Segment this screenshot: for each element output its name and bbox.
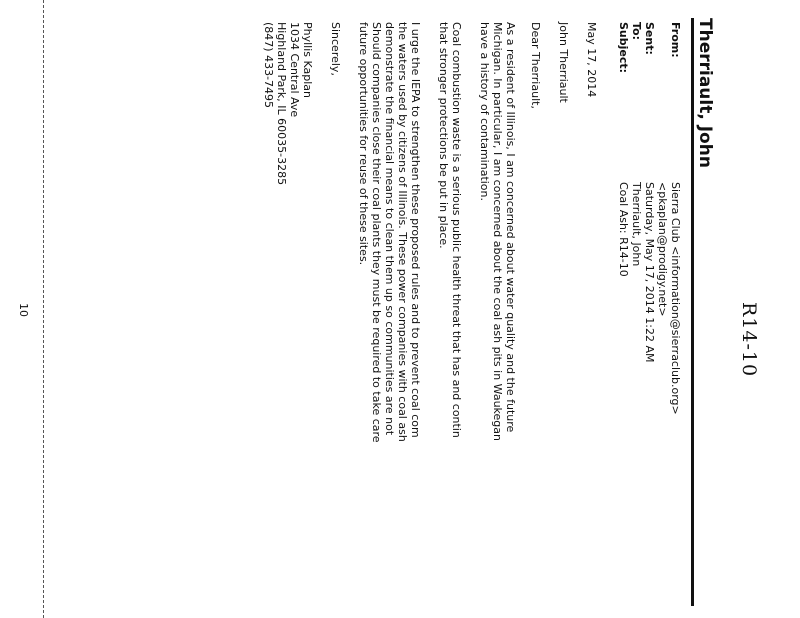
sender-name: Therriault, John (695, 18, 715, 168)
from-label: From: (669, 22, 682, 58)
to-label: To: (630, 22, 643, 40)
para3-line3: demonstrate the financial means to clean them up so communities are not (383, 22, 396, 436)
page-number: 10 (17, 303, 30, 317)
to-value: Therriault, John (630, 182, 643, 267)
para2-line2: that stronger protections be put in place. (437, 22, 450, 249)
para3-line5: future opportunities for reuse of these sites. (357, 22, 370, 266)
para1-line2: Michigan. In particular, I am concerned about the coal ash pits in Waukegan (491, 22, 504, 441)
subject-label: Subject: (617, 22, 630, 74)
from-value-line2: <pkaplan@prodigy.net> (656, 182, 669, 317)
sent-value: Saturday, May 17, 2014 1:22 AM (643, 182, 656, 363)
para3-line2: the waters used by citizens of Illinois. These power companies with coal ash (396, 22, 409, 442)
letter-recipient: John Therriault (557, 22, 570, 103)
signature-name: Phyllis Kaplan (301, 22, 314, 99)
para1-line1: As a resident of Illinois, I am concerned about water quality and the future (504, 22, 517, 433)
from-row (656, 22, 682, 415)
letter-date: May 17, 2014 (585, 22, 598, 98)
signature-street: 1034 Central Ave (288, 22, 301, 118)
letter-closing: Sincerely, (329, 22, 342, 76)
sent-label: Sent: (643, 22, 656, 55)
sent-row (643, 22, 656, 363)
signature-city: Highland Park, IL 60035-3285 (275, 22, 288, 186)
subject-row (617, 22, 630, 277)
docket-number: R14-10 (738, 302, 760, 378)
subject-value: Coal Ash: R14-10 (617, 182, 630, 277)
para2-line1: Coal combustion waste is a serious public health threat that has and contin (450, 22, 463, 438)
signature-phone: (847) 433-7495 (262, 22, 275, 109)
scan-edge-line (43, 0, 44, 618)
letter-salutation: Dear Therriault, (529, 22, 542, 109)
para3-line4: Should companies close their coal plants they must be required to take care (370, 22, 383, 443)
from-value-line1: Sierra Club <information@sierraclub.org> (669, 182, 682, 415)
para3-line1: I urge the IEPA to strengthen these proposed rules and to prevent coal com (409, 22, 422, 438)
para1-line3: have a history of contamination. (478, 22, 491, 202)
to-row (630, 22, 643, 267)
header-rule (691, 18, 694, 606)
